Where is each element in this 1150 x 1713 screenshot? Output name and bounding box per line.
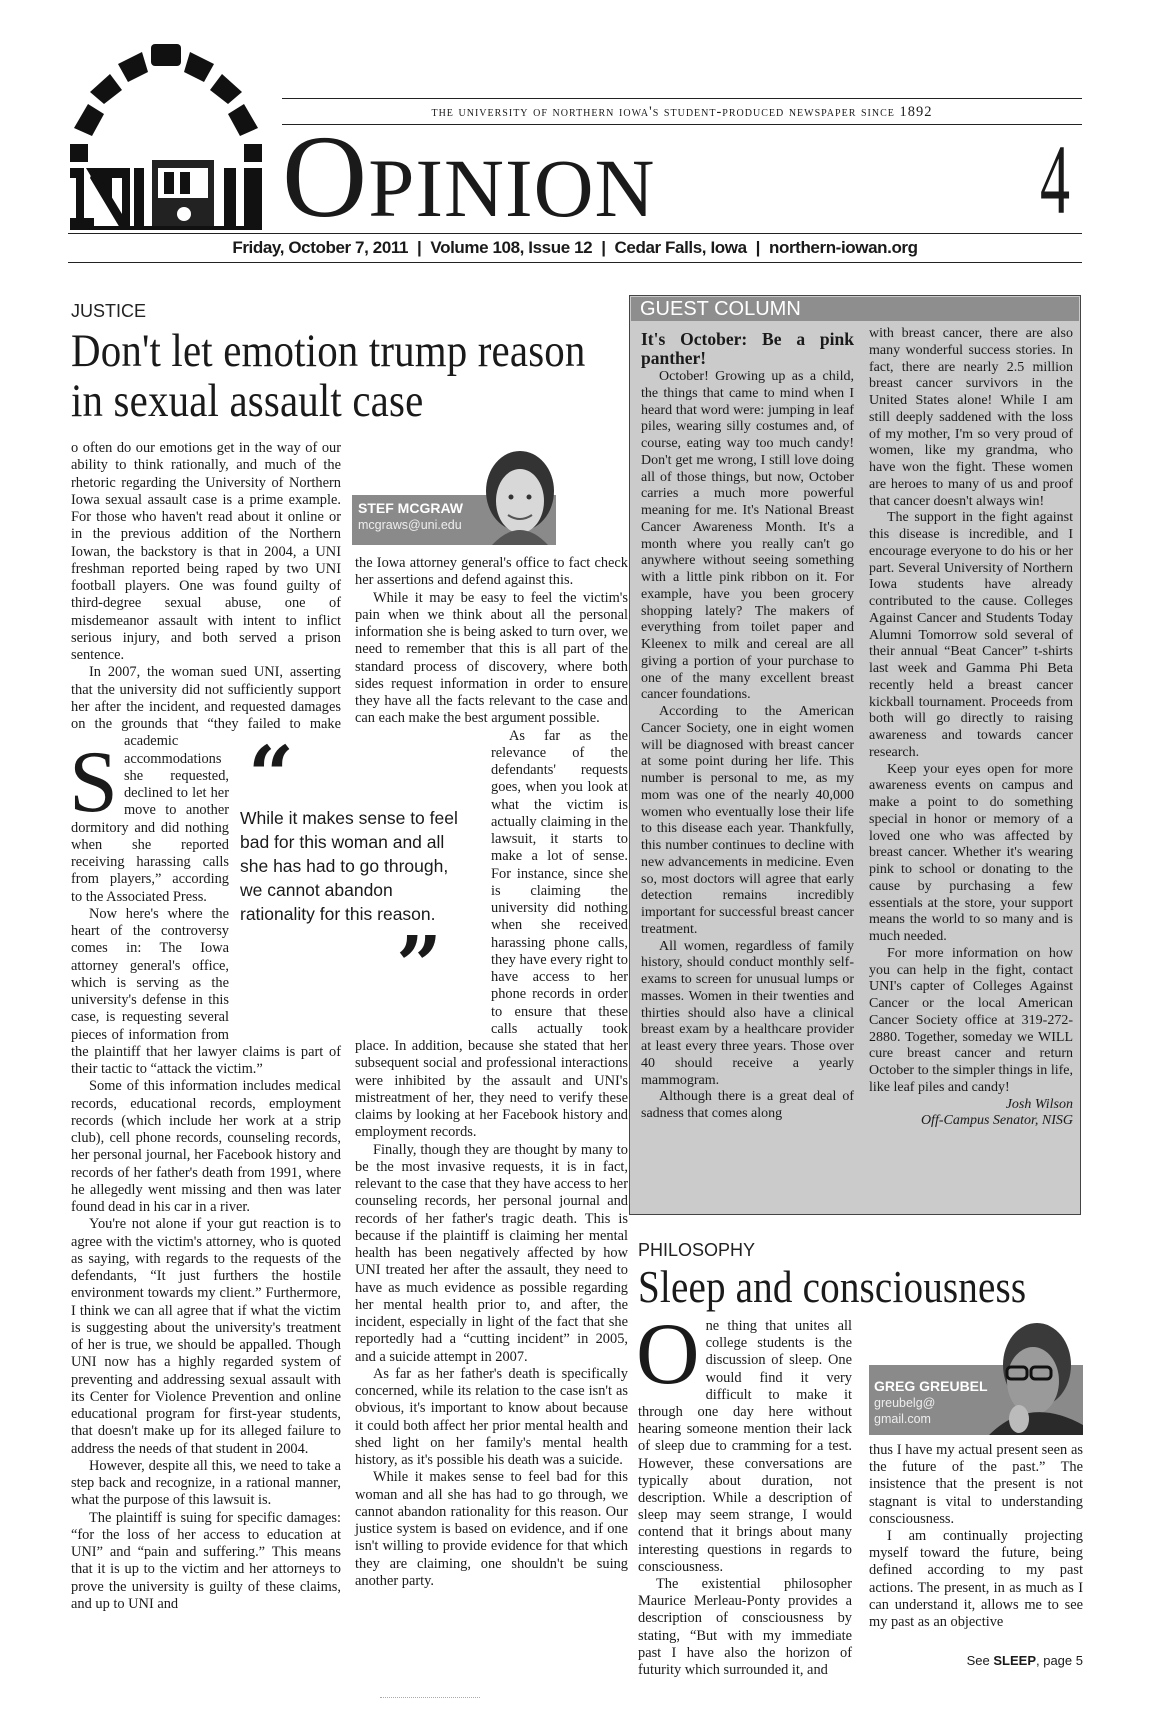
paragraph: All women, regardless of family history, should conduct monthly self-exams to screen for unusual lumps or masses. Women in their twenties and thirties should also have a clinical breast exam by a healthcare provider at least every three years. Those over 40 should receive a yearly mammogram. [641, 938, 854, 1088]
separator: | [755, 238, 760, 257]
paragraph: o often do our emotions get in the way of our ability to think rationally, and much of the rhetoric regarding the University of Northern Iowa sexual assault case is a prime example. For those who haven't read about it online or in the previous addition of the Northern Iowan, the backstory is that in 2004, a UNI freshman reported being raped by two UNI football players. One was found guilty of third-degree sexual abuse, one of misdemeanor assault with intent to inflict serious injury, and both served a prison sentence. [71, 440, 341, 663]
paragraph-list [869, 326, 1073, 1097]
pull-quote-block [240, 728, 462, 1012]
article-column [869, 326, 1073, 1130]
article-column [71, 440, 341, 1613]
paragraph: The plaintiff is suing for specific damages: “for the loss of her access to education at UNI” and “pain and suffering.” This means that it is up to the victim and her attorneys to prove the university is guilty of these claims, and up to UNI and [71, 1509, 341, 1612]
page-number: 4 [1040, 124, 1070, 235]
location: Cedar Falls, Iowa [614, 238, 747, 257]
issue-date: Friday, October 7, 2011 [232, 238, 409, 257]
author-name: GREG GREUBEL [874, 1378, 988, 1394]
paragraph-list [869, 1442, 1083, 1631]
paragraph: thus I have my actual present seen as the future of the past.” The insistence that the present is not stagnant is vital to understanding consciousness. [869, 1442, 1083, 1527]
paragraph-list [355, 555, 628, 1590]
paragraph: October! Growing up as a child, the things that came to mind when I heard that word were: jumping in leaf piles, wearing silly costumes and, of course, eating way too much candy! Don't get me wrong, I still love doing all of those things, but now, October carries a much more powerful meaning for me. It's National Breast Cancer Awareness Month. It's a month where you really can't go anywhere without seeing something with a little pink ribbon on it. For example, have you been grocery shopping lately? The makers of everything from toilet paper and Kleenex to milk and cereal are all giving a portion of your purchase to one of the many excellent breast cancer foundations. [641, 369, 854, 703]
jump-keyword: SLEEP [993, 1653, 1036, 1669]
drop-cap: O [636, 1306, 700, 1403]
pull-quote: While it makes sense to feel bad for this woman and all she has had to go through, we cannot abandon rationality for this reason. [240, 808, 458, 924]
paragraph: According to the American Cancer Society, one in eight women will be diagnosed with breast cancer at some point during her life. This number is personal to me, as my mom was one of the nearly 40,000 women who eventually lose their life to this disease each year. Thankfully, this number continues to decline with new advancements in medicine. Even so, most doctors will agree that early detection remains incredibly important for successful breast cancer treatment. [641, 704, 854, 937]
article-column [641, 369, 854, 1123]
website-link[interactable]: northern-iowan.org [769, 238, 918, 257]
continued-jump-link[interactable] [869, 1653, 1083, 1669]
divider [68, 233, 1082, 234]
author-name: STEF MCGRAW [358, 500, 463, 516]
guest-column-label: GUEST COLUMN [640, 298, 801, 320]
newspaper-logo [68, 42, 264, 230]
paragraph: with breast cancer, there are also many wonderful success stories. In fact, there are nearly 2.5 million breast cancer survivors in the United States alone! While I am still deeply saddened with the loss of my mother, I'm so very proud of women, like my grandma, who have won the fight. These women are heroes to many of us and proof that cancer doesn't always win! [869, 326, 1073, 509]
article-column [636, 1306, 852, 1679]
open-quote-icon: “ [248, 728, 295, 822]
paragraph: Keep your eyes open for more awareness events on campus and make a point to do something special in honor or memory of a loved one who was affected by breast cancer. Whether it's wearing pink to school or donating to the cause by purchasing a few essentials at the store, your support means the world to so many and is much needed. [869, 761, 1073, 944]
paragraph: However, despite all this, we need to take a step back and recognize, in a rational manner, what the purpose of this lawsuit is. [71, 1457, 341, 1509]
article-headline: Sleep and consciousness [638, 1261, 1027, 1312]
paragraph: Some of this information includes medical records, educational records, employment records (which include her work at a strip club), cell phone records, counseling records, her personal journal, her Facebook history and records of her father's death from 1991, where he allegedly went missing and then was later found dead in his car in a river. [71, 1078, 341, 1215]
article-headline: Don't let emotion trump reason in sexual assault case [71, 325, 586, 427]
paragraph: ne thing that unites all college students is the discussion of sleep. One would find it very difficult to make it through one day here without hearing someone mention their lack of sleep due to cramming for a test. However, these conversations are typically about duration, not description. While a description of sleep may seem strange, I would contend that it brings about many interesting questions in regards to consciousness. [638, 1318, 852, 1575]
close-quote-icon: ” [395, 918, 442, 1012]
article-kicker: JUSTICE [71, 301, 147, 321]
jump-prefix: See [966, 1653, 994, 1669]
article-column [355, 555, 628, 1590]
tagline: the university of northern iowa's student-produced newspaper since 1892 [431, 104, 933, 120]
separator: | [601, 238, 606, 257]
paragraph: For more information on how you can help in the fight, contact UNI's capter of Colleges Against Cancer or the local American Cancer Society office at 319-272-2880. Together, someday we WILL cure breast cancer and return October to the simpler things in life, like leaf piles and candy! [869, 945, 1073, 1095]
paragraph: While it may be easy to feel the victim's pain when we think about all the personal information she is being asked to turn over, we need to remember that this is all part of the standard process of discovery, where both sides request information in order to ensure they have all the facts relevant to the case and can each make the best argument possible. [355, 589, 628, 727]
paragraph: Finally, though they are thought by many to be the most invasive requests, it is in fact, relevant to the case that they have access to her counseling records, her personal journal and records of her father's tragic death. This is because if the plaintiff is claiming her mental health has been negatively affected by how UNI treated her after the assault, they need to have as much evidence as possible regarding her mental health prior to, and after, the incident, especially in light of the fact that she reportedly had a “cutting incident” in 2005, and a suicide attempt in 2007. [355, 1141, 628, 1365]
paragraph: I am continually projecting myself toward the future, being defined according to my past actions. The present, in as much as I can understand it, allows me to see my past as an objective [869, 1528, 1083, 1631]
paragraph-list [641, 369, 854, 1123]
paragraph: The existential philosopher Maurice Merleau-Ponty provides a description of consciousness by stating, “But with my immediate past I have also the horizon of futurity which surrounded it, and [638, 1576, 852, 1679]
paragraph: While it makes sense to feel bad for this woman and all she has had to go through, we cannot abandon rationality for this reason. Our justice system is based on evidence, and if one isn't willing to provide evidence for that which they are claiming, one shouldn't be suing another party. [355, 1469, 628, 1589]
signature-title: Off-Campus Senator, NISG [920, 1113, 1073, 1129]
divider [282, 98, 1082, 99]
author-email[interactable]: gmail.com [874, 1412, 931, 1426]
paragraph: Now here's where the heart of the controversy comes in: The Iowa attorney general's office, which is serving as the university's defense in this case, is requesting several pieces of information from the plaintiff that her lawyer claims is part of their tactic to “attack the victim.” [71, 905, 341, 1077]
paragraph: The support in the fight against this disease is incredible, and I encourage everyone to do his or her part. Several University of Northern Iowa students have already contributed to the cause. Colleges Against Cancer and Students Today Alumni Tomorrow sold several of their annual “Beat Cancer” t-shirts last week and Gamma Phi Beta recently held a breast cancer kickball tournament. Proceeds from both will go directly to raising awareness and towards cancer research. [869, 510, 1073, 760]
section-title: Opinion [282, 111, 656, 242]
dateline [68, 237, 1082, 259]
separator: | [417, 238, 422, 257]
jump-page: , page 5 [1036, 1653, 1083, 1669]
paragraph: As far as her father's death is specifically concerned, while its relation to the case isn't as obvious, it's important to know about because it could both affect her prior mental health and shed light on her family's mental health history, as it's possible his death was a suicide. [355, 1365, 628, 1468]
author-email[interactable]: greubelg@ [874, 1396, 936, 1410]
paragraph: You're not alone if your gut reaction is to agree with the victim's attorney, who is quoted as saying, with regards to the requests of the defendants, “It just furthers the hostile environment towards my client.” Furthermore, I think we can all agree that if what the victim is suggesting about the university's treatment of her is true, we should be appalled. Though UNI now has a highly regarded system of preventing and addressing sexual assault with its Center for Violence Prevention and online educational program for first-year students, that doesn't make up for its alleged failure to address the needs of that student in 2004. [71, 1216, 341, 1457]
article-column [869, 1442, 1083, 1669]
paragraph: Although there is a great deal of sadness that comes along [641, 1089, 854, 1121]
guest-column-title: It's October: Be a pink panther! [641, 329, 854, 368]
author-email[interactable]: mcgraws@uni.edu [358, 518, 462, 532]
article-kicker: PHILOSOPHY [638, 1240, 756, 1260]
paragraph: In 2007, the woman sued UNI, asserting that the university did not sufficiently support her after the incident, and requested damages on the grounds that “they failed to make academic accommodations she requested, declined to let her move to another dormitory and did nothing when she reported receiving harassing calls from players,” according to the Associated Press. [71, 664, 341, 905]
paragraph: the Iowa attorney general's office to fact check her assertions and defend against this. [355, 555, 628, 589]
divider [380, 1697, 480, 1698]
paragraph: As far as the relevance of the defendants' requests goes, when you look at what the victim is actually claiming in the lawsuit, it starts to make a lot of sense. For instance, since she is claiming the university did nothing when she received harassing phone calls, they have every right to have access to her phone records in order to ensure that these calls actually took place. In addition, because she stated that her subsequent social and professional interactions were inhibited by the assault and UNI's mistreatment of her, they need to verify these claims by looking at her Facebook history and employment records. [355, 727, 628, 1141]
divider [68, 262, 1082, 263]
drop-cap: S [69, 734, 118, 831]
signature-name: Josh Wilson [1005, 1096, 1073, 1112]
volume-issue: Volume 108, Issue 12 [430, 238, 593, 257]
